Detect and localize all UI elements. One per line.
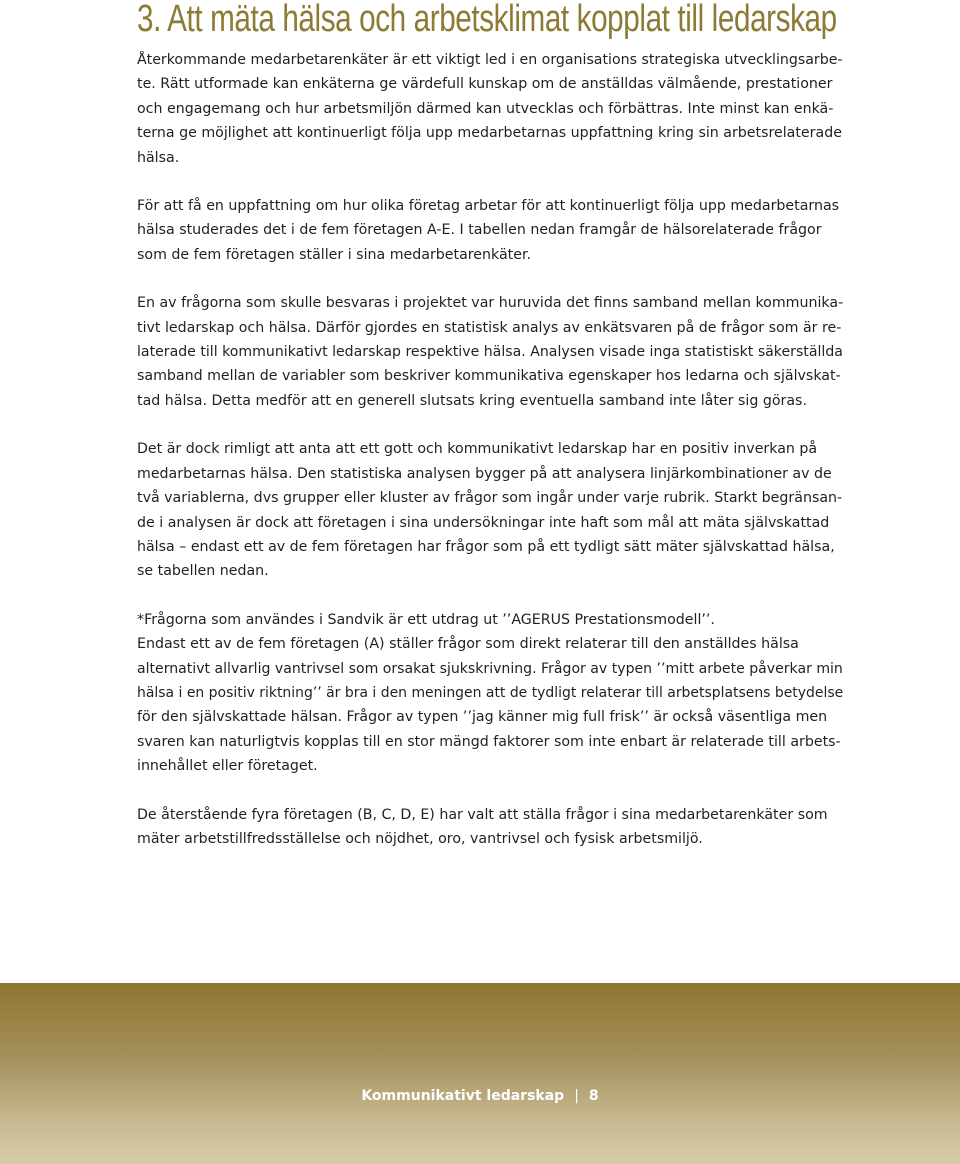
text-line: hälsa studerades det i de fem företagen A-E. I tabellen nedan framgår de hälsorelaterade frågor bbox=[137, 222, 822, 239]
text-line: För att få en uppfattning om hur olika företag arbetar för att kontinuerligt följa upp medarbetarnas bbox=[137, 198, 840, 215]
text-line: Endast ett av de fem företagen (A) ställer frågor som direkt relaterar till den anställdes hälsa bbox=[137, 636, 799, 653]
paragraph-analysis bbox=[137, 291, 843, 413]
page-title: 3. Att mäta hälsa och arbetsklimat kopplat till ledarskap bbox=[137, 0, 837, 40]
paragraph-footnote bbox=[137, 608, 843, 779]
text-line: tivt ledarskap och hälsa. Därför gjordes en statistisk analys av enkätsvaren på de frågor som är re- bbox=[137, 319, 842, 336]
footer-title: Kommunikativt ledarskap bbox=[361, 1088, 565, 1104]
footer-band bbox=[0, 983, 960, 1164]
text-line: hälsa i en positiv riktning’’ är bra i den meningen att de tydligt relaterar till arbetsplatsens betydelse bbox=[137, 684, 844, 701]
text-line: terna ge möjlighet att kontinuerligt följa upp medarbetarnas uppfattning kring sin arbetsrelaterade bbox=[137, 125, 842, 142]
text-line: som de fem företagen ställer i sina medarbetarenkäter. bbox=[137, 246, 532, 263]
paragraph-assumption bbox=[137, 437, 843, 583]
text-line: De återstående fyra företagen (B, C, D, E) har valt att ställa frågor i sina medarbetarenkäter som bbox=[137, 806, 828, 823]
text-line: hälsa – endast ett av de fem företagen har frågor som på ett tydligt sätt mäter självskattad hälsa, bbox=[137, 538, 835, 555]
paragraph-remaining bbox=[137, 803, 843, 852]
text-line: alternativt allvarlig vantrivsel som orsakat sjukskrivning. Frågor av typen ’’mitt arbete påverkar min bbox=[137, 660, 843, 677]
footer-separator: | bbox=[574, 1088, 579, 1104]
text-line: *Frågorna som användes i Sandvik är ett utdrag ut ’’AGERUS Prestationsmodell’’. bbox=[137, 611, 715, 628]
text-line: En av frågorna som skulle besvaras i projektet var huruvida det finns samband mellan kommunika- bbox=[137, 295, 844, 312]
text-line: laterade till kommunikativt ledarskap respektive hälsa. Analysen visade inga statistiskt säkerställda bbox=[137, 344, 843, 361]
text-line: Återkommande medarbetarenkäter är ett viktigt led i en organisations strategiska utvecklingsarbe- bbox=[137, 52, 843, 68]
text-line: för den självskattade hälsan. Frågor av typen ’’jag känner mig full frisk’’ är också väsentliga men bbox=[137, 709, 828, 726]
text-line: två variablerna, dvs grupper eller kluster av frågor som ingår under varje rubrik. Starkt begränsan- bbox=[137, 490, 843, 507]
text-line: innehållet eller företaget. bbox=[137, 758, 318, 775]
text-line: och engagemang och hur arbetsmiljön därmed kan utvecklas och förbättras. Inte minst kan enkä- bbox=[137, 100, 834, 117]
paragraph-intro bbox=[137, 48, 843, 170]
text-line: samband mellan de variabler som beskriver kommunikativa egenskaper hos ledarna och självskat- bbox=[137, 368, 841, 385]
text-line: se tabellen nedan. bbox=[137, 563, 269, 580]
text-line: mäter arbetstillfredsställelse och nöjdhet, oro, vantrivsel och fysisk arbetsmiljö. bbox=[137, 830, 703, 847]
text-line: tad hälsa. Detta medför att en generell slutsats kring eventuella samband inte låter sig göras. bbox=[137, 392, 807, 409]
text-line: svaren kan naturligtvis kopplas till en stor mängd faktorer som inte enbart är relaterade till arbets- bbox=[137, 733, 841, 750]
page-number: 8 bbox=[588, 1088, 599, 1104]
text-line: hälsa. bbox=[137, 149, 180, 166]
text-line: te. Rätt utformade kan enkäterna ge värdefull kunskap om de anställdas välmående, prestationer bbox=[137, 76, 833, 93]
text-line: medarbetarnas hälsa. Den statistiska analysen bygger på att analysera linjärkombinationer av de bbox=[137, 465, 832, 482]
text-line: Det är dock rimligt att anta att ett gott och kommunikativt ledarskap har en positiv inverkan på bbox=[137, 441, 818, 458]
body-text bbox=[137, 48, 843, 851]
footer bbox=[0, 1088, 960, 1104]
paragraph-companies bbox=[137, 194, 843, 267]
text-line: de i analysen är dock att företagen i sina undersökningar inte haft som mål att mäta självskattad bbox=[137, 514, 830, 531]
